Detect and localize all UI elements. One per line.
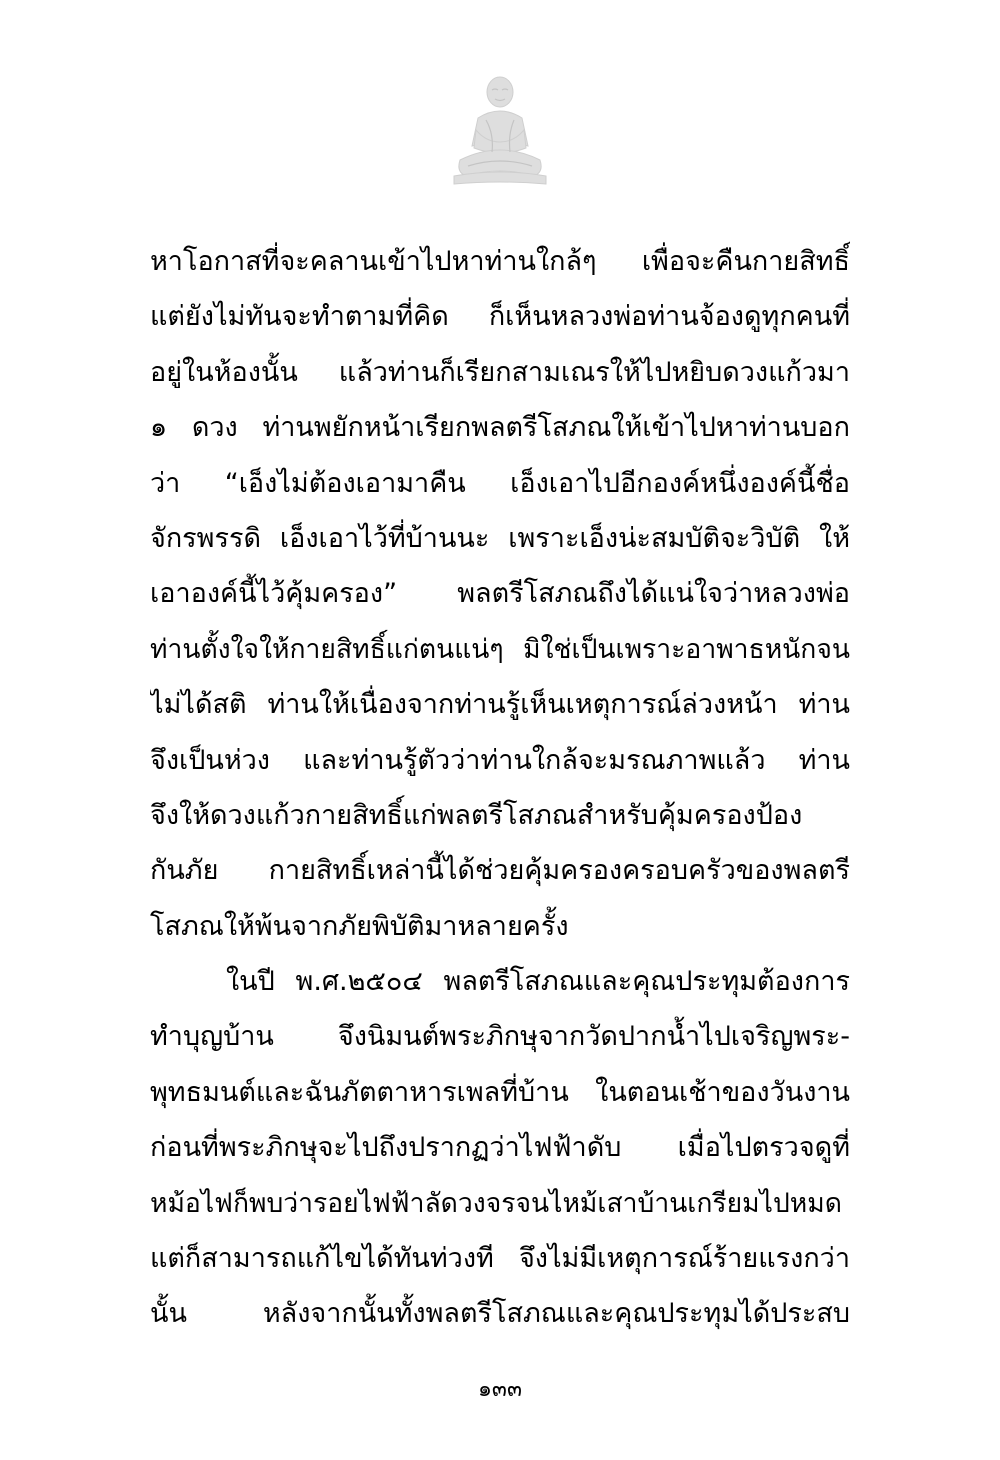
text-line: หาโอกาสที่จะคลานเข้าไปหาท่านใกล้ๆ เพื่อจะคืนกายสิทธิ์ xyxy=(150,246,850,277)
text-line: ท่านตั้งใจให้กายสิทธิ์แก่ตนแน่ๆ มิใช่เป็นเพราะอาพาธหนักจน xyxy=(150,633,850,665)
seated-monk-watermark-icon xyxy=(448,68,552,186)
text-line: ๑ ดวง ท่านพยักหน้าเรียกพลตรีโสภณให้เข้าไปหาท่านบอก xyxy=(150,412,850,444)
text-line: แต่ยังไม่ทันจะทำตามที่คิด ก็เห็นหลวงพ่อท่านจ้องดูทุกคนที่ xyxy=(150,301,850,333)
text-line: จึงเป็นห่วง และท่านรู้ตัวว่าท่านใกล้จะมรณภาพแล้ว ท่าน xyxy=(150,744,850,776)
body-text xyxy=(150,234,850,1342)
text-line: อยู่ในห้องนั้น แล้วท่านก็เรียกสามเณรให้ไปหยิบดวงแก้วมา xyxy=(150,356,850,388)
page-number: ๑๓๓ xyxy=(477,1377,523,1402)
text-line: แต่ก็สามารถแก้ไขได้ทันท่วงที จึงไม่มีเหตุการณ์ร้ายแรงกว่า xyxy=(150,1243,850,1275)
text-line: นั้น หลังจากนั้นทั้งพลตรีโสภณและคุณประทุมได้ประสบ xyxy=(150,1298,850,1330)
text-line: จึงให้ดวงแก้วกายสิทธิ์แก่พลตรีโสภณสำหรับคุ้มครองป้อง xyxy=(150,799,803,831)
text-line: ทำบุญบ้าน จึงนิมนต์พระภิกษุจากวัดปากน้ำไปเจริญพระ- xyxy=(150,1021,850,1053)
text-line: ในปี พ.ศ.๒๕๐๔ พลตรีโสภณและคุณประทุมต้องการ xyxy=(226,966,850,998)
text-line: เอาองค์นี้ไว้คุ้มครอง” พลตรีโสภณถึงได้แน่ใจว่าหลวงพ่อ xyxy=(150,578,850,610)
text-line: ไม่ได้สติ ท่านให้เนื่องจากท่านรู้เห็นเหตุการณ์ล่วงหน้า ท่าน xyxy=(150,689,850,721)
text-line: พุทธมนต์และฉันภัตตาหารเพลที่บ้าน ในตอนเช้าของวันงาน xyxy=(150,1076,850,1108)
text-line: ก่อนที่พระภิกษุจะไปถึงปรากฏว่าไฟฟ้าดับ เมื่อไปตรวจดูที่ xyxy=(150,1132,850,1164)
text-line: หม้อไฟก็พบว่ารอยไฟฟ้าลัดวงจรจนไหม้เสาบ้านเกรียมไปหมด xyxy=(150,1187,842,1219)
text-line: โสภณให้พ้นจากภัยพิบัติมาหลายครั้ง xyxy=(150,910,569,942)
text-line: จักรพรรดิ เอ็งเอาไว้ที่บ้านนะ เพราะเอ็งน่ะสมบัติจะวิบัติ ให้ xyxy=(150,522,850,554)
text-line: ว่า “เอ็งไม่ต้องเอามาคืน เอ็งเอาไปอีกองค์หนึ่งองค์นี้ชื่อ xyxy=(150,467,850,499)
text-line: กันภัย กายสิทธิ์เหล่านี้ได้ช่วยคุ้มครองครอบครัวของพลตรี xyxy=(150,855,850,887)
